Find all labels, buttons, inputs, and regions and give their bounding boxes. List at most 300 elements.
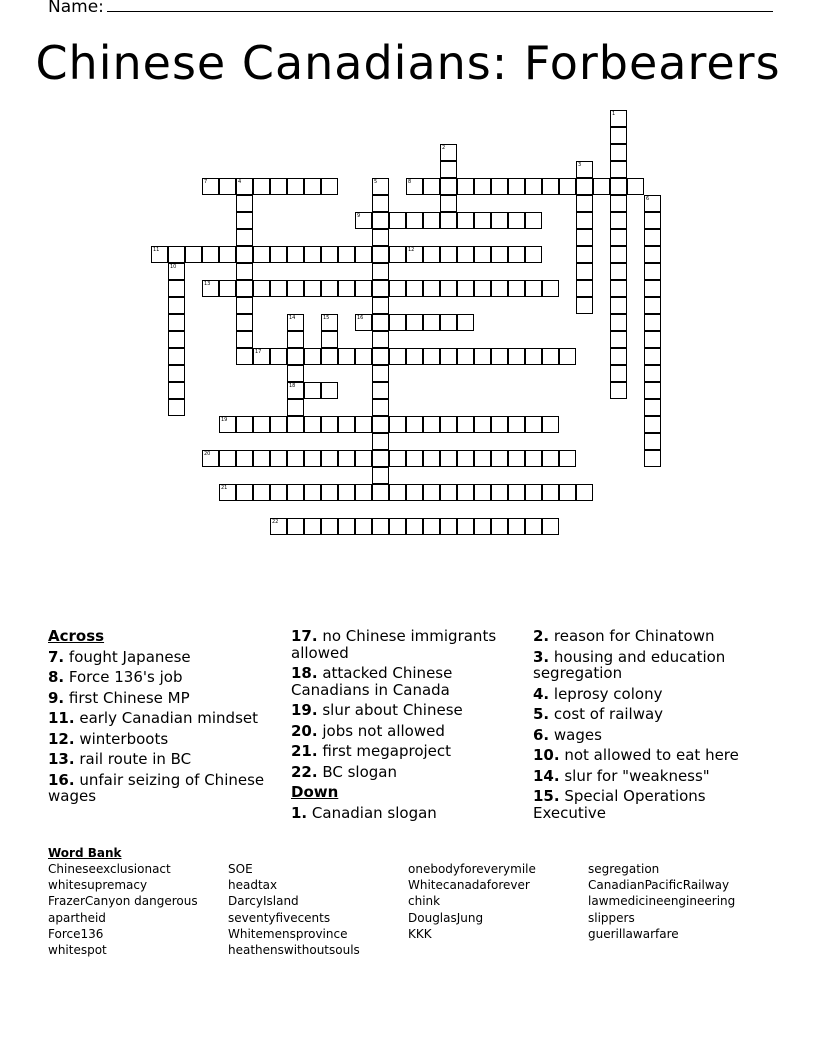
clue-item [48, 690, 273, 707]
grid-cell[interactable] [151, 246, 168, 263]
grid-cell[interactable] [423, 518, 440, 535]
grid-cell[interactable] [321, 518, 338, 535]
grid-cell[interactable] [389, 246, 406, 263]
grid-cell[interactable] [355, 484, 372, 501]
grid-cell[interactable] [610, 127, 627, 144]
grid-cell[interactable] [491, 518, 508, 535]
grid-cell[interactable] [270, 178, 287, 195]
grid-cell[interactable] [457, 348, 474, 365]
grid-cell[interactable] [474, 518, 491, 535]
grid-cell[interactable] [236, 416, 253, 433]
grid-cell[interactable] [423, 280, 440, 297]
grid-cell[interactable] [372, 178, 389, 195]
grid-cell[interactable] [644, 297, 661, 314]
grid-cell[interactable] [202, 450, 219, 467]
clue-item [291, 702, 516, 719]
grid-cell[interactable] [304, 246, 321, 263]
grid-cell[interactable] [559, 178, 576, 195]
clue-text: not allowed to eat here [559, 746, 739, 764]
grid-cell[interactable] [610, 110, 627, 127]
grid-cell[interactable] [321, 416, 338, 433]
grid-cell[interactable] [423, 450, 440, 467]
grid-cell[interactable] [372, 467, 389, 484]
grid-cell[interactable] [355, 246, 372, 263]
grid-cell[interactable] [644, 331, 661, 348]
grid-cell[interactable] [253, 246, 270, 263]
grid-cell[interactable] [389, 416, 406, 433]
grid-cell[interactable] [525, 416, 542, 433]
grid-cell[interactable] [389, 314, 406, 331]
grid-cell[interactable] [168, 365, 185, 382]
grid-cell[interactable] [474, 416, 491, 433]
grid-cell[interactable] [576, 161, 593, 178]
grid-cell[interactable] [304, 382, 321, 399]
grid-cell[interactable] [253, 416, 270, 433]
grid-cell[interactable] [304, 348, 321, 365]
grid-cell[interactable] [168, 263, 185, 280]
grid-cell[interactable] [457, 280, 474, 297]
grid-cell[interactable] [610, 246, 627, 263]
grid-cell[interactable] [559, 348, 576, 365]
clue-number: 18. [291, 664, 318, 682]
grid-cell[interactable] [406, 484, 423, 501]
grid-cell[interactable] [219, 484, 236, 501]
grid-cell[interactable] [610, 280, 627, 297]
grid-cell[interactable] [406, 178, 423, 195]
grid-cell[interactable] [236, 195, 253, 212]
grid-cell[interactable] [491, 450, 508, 467]
word-bank-word: headtax [228, 878, 278, 893]
grid-cell[interactable] [355, 280, 372, 297]
grid-cell[interactable] [644, 314, 661, 331]
clue-text: housing and education segregation [533, 647, 726, 682]
grid-cell[interactable] [372, 195, 389, 212]
grid-cell[interactable] [406, 314, 423, 331]
grid-cell[interactable] [168, 297, 185, 314]
grid-cell[interactable] [440, 416, 457, 433]
grid-cell[interactable] [372, 399, 389, 416]
grid-cell[interactable] [525, 212, 542, 229]
grid-cell[interactable] [491, 280, 508, 297]
grid-cell[interactable] [372, 280, 389, 297]
grid-cell[interactable] [576, 484, 593, 501]
grid-cell[interactable] [236, 331, 253, 348]
word-bank-word: slippers [588, 910, 635, 925]
word-bank-word: segregation [588, 862, 660, 876]
grid-cell[interactable] [491, 178, 508, 195]
grid-cell[interactable] [338, 484, 355, 501]
grid-cell[interactable] [304, 416, 321, 433]
cell-number: 10 [170, 264, 177, 270]
grid-cell[interactable] [474, 484, 491, 501]
clue-item [533, 706, 773, 723]
grid-cell[interactable] [474, 450, 491, 467]
grid-cell[interactable] [457, 178, 474, 195]
grid-cell[interactable] [525, 280, 542, 297]
grid-cell[interactable] [287, 331, 304, 348]
grid-cell[interactable] [270, 348, 287, 365]
grid-cell[interactable] [610, 297, 627, 314]
grid-cell[interactable] [355, 212, 372, 229]
grid-cell[interactable] [321, 450, 338, 467]
grid-cell[interactable] [236, 263, 253, 280]
grid-cell[interactable] [219, 178, 236, 195]
grid-cell[interactable] [542, 416, 559, 433]
grid-cell[interactable] [576, 195, 593, 212]
grid-cell[interactable] [610, 229, 627, 246]
grid-cell[interactable] [440, 246, 457, 263]
grid-cell[interactable] [236, 450, 253, 467]
clue-text: cost of railway [549, 705, 664, 723]
grid-cell[interactable] [406, 450, 423, 467]
grid-cell[interactable] [372, 450, 389, 467]
grid-cell[interactable] [610, 263, 627, 280]
clue-text: BC slogan [317, 762, 397, 781]
grid-cell[interactable] [559, 450, 576, 467]
grid-cell[interactable] [508, 280, 525, 297]
grid-cell[interactable] [304, 450, 321, 467]
grid-cell[interactable] [644, 263, 661, 280]
grid-cell[interactable] [610, 348, 627, 365]
grid-cell[interactable] [270, 450, 287, 467]
grid-cell[interactable] [576, 280, 593, 297]
grid-cell[interactable] [389, 450, 406, 467]
word-bank-word: apartheid [48, 910, 106, 925]
grid-cell[interactable] [423, 212, 440, 229]
grid-cell[interactable] [372, 433, 389, 450]
grid-cell[interactable] [576, 297, 593, 314]
grid-cell[interactable] [338, 518, 355, 535]
grid-cell[interactable] [236, 178, 253, 195]
grid-cell[interactable] [372, 229, 389, 246]
grid-cell[interactable] [627, 178, 644, 195]
grid-cell[interactable] [542, 178, 559, 195]
grid-cell[interactable] [457, 518, 474, 535]
grid-cell[interactable] [168, 331, 185, 348]
grid-cell[interactable] [236, 229, 253, 246]
grid-cell[interactable] [491, 212, 508, 229]
word-bank-word: onebodyforeverymile [408, 862, 536, 876]
word-bank-column [228, 861, 403, 958]
clue-item [48, 731, 273, 748]
grid-cell[interactable] [287, 450, 304, 467]
grid-cell[interactable] [338, 246, 355, 263]
grid-cell[interactable] [457, 416, 474, 433]
grid-cell[interactable] [389, 484, 406, 501]
grid-cell[interactable] [253, 280, 270, 297]
grid-cell[interactable] [168, 399, 185, 416]
grid-cell[interactable] [219, 246, 236, 263]
clue-text: Special Operations Executive [533, 787, 706, 822]
grid-cell[interactable] [168, 280, 185, 297]
grid-cell[interactable] [406, 246, 423, 263]
grid-cell[interactable] [440, 144, 457, 161]
grid-cell[interactable] [270, 280, 287, 297]
grid-cell[interactable] [389, 212, 406, 229]
grid-cell[interactable] [525, 484, 542, 501]
grid-cell[interactable] [508, 348, 525, 365]
grid-cell[interactable] [423, 246, 440, 263]
word-bank-column [408, 861, 583, 942]
grid-cell[interactable] [525, 246, 542, 263]
cell-number: 22 [272, 519, 279, 525]
grid-cell[interactable] [457, 314, 474, 331]
grid-cell[interactable] [270, 518, 287, 535]
grid-cell[interactable] [406, 348, 423, 365]
grid-cell[interactable] [338, 450, 355, 467]
grid-cell[interactable] [423, 348, 440, 365]
grid-cell[interactable] [338, 348, 355, 365]
grid-cell[interactable] [406, 212, 423, 229]
grid-cell[interactable] [372, 212, 389, 229]
grid-cell[interactable] [610, 195, 627, 212]
grid-cell[interactable] [406, 416, 423, 433]
grid-cell[interactable] [440, 178, 457, 195]
grid-cell[interactable] [202, 280, 219, 297]
grid-cell[interactable] [372, 484, 389, 501]
grid-cell[interactable] [474, 178, 491, 195]
grid-cell[interactable] [525, 518, 542, 535]
clue-number: 6. [533, 725, 550, 744]
grid-cell[interactable] [372, 314, 389, 331]
grid-cell[interactable] [355, 416, 372, 433]
grid-cell[interactable] [440, 195, 457, 212]
grid-cell[interactable] [576, 246, 593, 263]
grid-cell[interactable] [525, 450, 542, 467]
grid-cell[interactable] [287, 246, 304, 263]
grid-cell[interactable] [593, 178, 610, 195]
grid-cell[interactable] [287, 518, 304, 535]
grid-cell[interactable] [491, 348, 508, 365]
word-bank [48, 845, 736, 958]
grid-cell[interactable] [423, 416, 440, 433]
grid-cell[interactable] [542, 518, 559, 535]
grid-cell[interactable] [440, 450, 457, 467]
word-bank-word: Chineseexclusionact [48, 862, 171, 876]
grid-cell[interactable] [168, 314, 185, 331]
grid-cell[interactable] [508, 246, 525, 263]
grid-cell[interactable] [508, 416, 525, 433]
grid-cell[interactable] [508, 212, 525, 229]
grid-cell[interactable] [304, 484, 321, 501]
grid-cell[interactable] [372, 246, 389, 263]
grid-cell[interactable] [542, 484, 559, 501]
grid-cell[interactable] [406, 518, 423, 535]
grid-cell[interactable] [525, 348, 542, 365]
grid-cell[interactable] [423, 314, 440, 331]
grid-cell[interactable] [372, 348, 389, 365]
grid-cell[interactable] [644, 433, 661, 450]
grid-cell[interactable] [219, 450, 236, 467]
grid-cell[interactable] [321, 382, 338, 399]
grid-cell[interactable] [253, 178, 270, 195]
grid-cell[interactable] [474, 246, 491, 263]
grid-cell[interactable] [423, 484, 440, 501]
grid-cell[interactable] [542, 348, 559, 365]
grid-cell[interactable] [457, 484, 474, 501]
grid-cell[interactable] [542, 280, 559, 297]
grid-cell[interactable] [491, 416, 508, 433]
grid-cell[interactable] [219, 280, 236, 297]
grid-cell[interactable] [644, 382, 661, 399]
grid-cell[interactable] [440, 484, 457, 501]
grid-cell[interactable] [321, 348, 338, 365]
cell-number: 5 [374, 179, 378, 185]
grid-cell[interactable] [287, 348, 304, 365]
grid-cell[interactable] [610, 178, 627, 195]
grid-cell[interactable] [287, 280, 304, 297]
grid-cell[interactable] [542, 450, 559, 467]
grid-cell[interactable] [440, 280, 457, 297]
grid-cell[interactable] [338, 416, 355, 433]
grid-cell[interactable] [644, 450, 661, 467]
grid-cell[interactable] [389, 348, 406, 365]
grid-cell[interactable] [287, 399, 304, 416]
word-bank-word: whitespot [48, 943, 107, 958]
grid-cell[interactable] [508, 518, 525, 535]
grid-cell[interactable] [644, 229, 661, 246]
grid-cell[interactable] [202, 246, 219, 263]
grid-cell[interactable] [559, 484, 576, 501]
grid-cell[interactable] [236, 246, 253, 263]
grid-cell[interactable] [236, 314, 253, 331]
grid-cell[interactable] [287, 178, 304, 195]
grid-cell[interactable] [287, 314, 304, 331]
grid-cell[interactable] [474, 212, 491, 229]
grid-cell[interactable] [287, 416, 304, 433]
grid-cell[interactable] [610, 331, 627, 348]
clue-item [533, 686, 773, 703]
grid-cell[interactable] [491, 484, 508, 501]
grid-cell[interactable] [372, 382, 389, 399]
grid-cell[interactable] [321, 246, 338, 263]
grid-cell[interactable] [287, 365, 304, 382]
grid-cell[interactable] [457, 450, 474, 467]
grid-cell[interactable] [508, 484, 525, 501]
grid-cell[interactable] [168, 348, 185, 365]
grid-cell[interactable] [372, 518, 389, 535]
grid-cell[interactable] [304, 518, 321, 535]
grid-cell[interactable] [644, 195, 661, 212]
grid-cell[interactable] [440, 161, 457, 178]
grid-cell[interactable] [457, 212, 474, 229]
grid-cell[interactable] [457, 246, 474, 263]
clue-number: 5. [533, 705, 550, 723]
grid-cell[interactable] [508, 178, 525, 195]
grid-cell[interactable] [576, 229, 593, 246]
grid-cell[interactable] [270, 246, 287, 263]
grid-cell[interactable] [372, 365, 389, 382]
grid-cell[interactable] [644, 280, 661, 297]
grid-cell[interactable] [644, 365, 661, 382]
clue-text: reason for Chinatown [549, 627, 715, 645]
grid-cell[interactable] [236, 212, 253, 229]
grid-cell[interactable] [321, 280, 338, 297]
grid-cell[interactable] [236, 297, 253, 314]
grid-cell[interactable] [474, 348, 491, 365]
grid-cell[interactable] [389, 280, 406, 297]
grid-cell[interactable] [321, 178, 338, 195]
grid-cell[interactable] [355, 348, 372, 365]
grid-cell[interactable] [372, 331, 389, 348]
grid-cell[interactable] [168, 246, 185, 263]
grid-cell[interactable] [440, 518, 457, 535]
grid-cell[interactable] [270, 416, 287, 433]
grid-cell[interactable] [219, 416, 236, 433]
grid-cell[interactable] [372, 297, 389, 314]
grid-cell[interactable] [355, 518, 372, 535]
grid-cell[interactable] [610, 144, 627, 161]
grid-cell[interactable] [440, 314, 457, 331]
grid-cell[interactable] [644, 416, 661, 433]
grid-cell[interactable] [372, 263, 389, 280]
grid-cell[interactable] [474, 280, 491, 297]
grid-cell[interactable] [610, 382, 627, 399]
grid-cell[interactable] [321, 314, 338, 331]
clue-number: 10. [533, 746, 560, 764]
grid-cell[interactable] [423, 178, 440, 195]
grid-cell[interactable] [644, 212, 661, 229]
grid-cell[interactable] [508, 450, 525, 467]
grid-cell[interactable] [389, 518, 406, 535]
grid-cell[interactable] [287, 484, 304, 501]
grid-cell[interactable] [338, 280, 355, 297]
word-bank-column [588, 861, 763, 942]
word-bank-word: heathenswithoutsouls [228, 943, 360, 958]
grid-cell[interactable] [185, 246, 202, 263]
clue-text: winterboots [74, 729, 169, 748]
grid-cell[interactable] [525, 178, 542, 195]
grid-cell[interactable] [440, 212, 457, 229]
grid-cell[interactable] [253, 348, 270, 365]
grid-cell[interactable] [202, 178, 219, 195]
grid-cell[interactable] [406, 280, 423, 297]
grid-cell[interactable] [644, 348, 661, 365]
word-bank-word: KKK [408, 926, 432, 941]
cell-number: 9 [357, 213, 361, 219]
grid-cell[interactable] [610, 212, 627, 229]
clue-number: 7. [48, 647, 65, 666]
grid-cell[interactable] [576, 212, 593, 229]
grid-cell[interactable] [236, 484, 253, 501]
grid-cell[interactable] [321, 331, 338, 348]
grid-cell[interactable] [270, 484, 287, 501]
grid-cell[interactable] [236, 280, 253, 297]
grid-cell[interactable] [253, 450, 270, 467]
grid-cell[interactable] [440, 348, 457, 365]
grid-cell[interactable] [236, 348, 253, 365]
grid-cell[interactable] [610, 314, 627, 331]
grid-cell[interactable] [168, 382, 185, 399]
grid-cell[interactable] [576, 263, 593, 280]
grid-cell[interactable] [287, 382, 304, 399]
grid-cell[interactable] [253, 484, 270, 501]
grid-cell[interactable] [576, 178, 593, 195]
grid-cell[interactable] [321, 484, 338, 501]
clue-number: 21. [291, 742, 318, 760]
grid-cell[interactable] [491, 246, 508, 263]
grid-cell[interactable] [610, 365, 627, 382]
grid-cell[interactable] [355, 450, 372, 467]
grid-cell[interactable] [372, 416, 389, 433]
grid-cell[interactable] [304, 178, 321, 195]
grid-cell[interactable] [644, 399, 661, 416]
grid-cell[interactable] [355, 314, 372, 331]
clue-number: 8. [48, 668, 65, 686]
grid-cell[interactable] [644, 246, 661, 263]
grid-cell[interactable] [304, 280, 321, 297]
grid-cell[interactable] [610, 161, 627, 178]
